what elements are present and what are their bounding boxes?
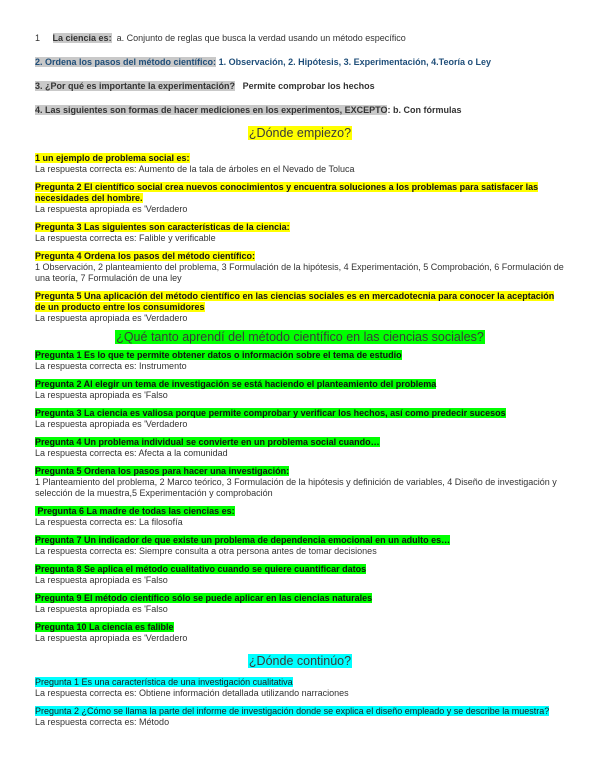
intro-item-1 [35,33,565,44]
answer-text: La respuesta apropiada es 'Verdadero [35,313,188,323]
answer-text: La respuesta correcta es: Instrumento [35,361,187,371]
answer-text: 1 Planteamiento del problema, 2 Marco teórico, 3 Formulación de la hipótesis y definición de variables, 4 Diseño de investigación y selección de la muestra,5 Experimentación y comprobación [35,477,557,498]
intro-label: 3. ¿Por qué es importante la experimentación? [35,81,236,91]
intro-item-3 [35,81,565,92]
intro-item-2 [35,57,565,68]
question-item [35,564,565,586]
answer-text: La respuesta apropiada es 'Falso [35,390,168,400]
answer-text: La respuesta apropiada es 'Verdadero [35,204,188,214]
question-text: Pregunta 4 Un problema individual se convierte en un problema social cuando… [35,437,380,447]
answer-text: La respuesta correcta es: Siempre consulta a otra persona antes de tomar decisiones [35,546,377,556]
question-text: Pregunta 2 Al elegir un tema de investigación se está haciendo el planteamiento del problema [35,379,437,389]
section-title-donde-empiezo [35,126,565,141]
question-item [35,379,565,401]
question-text: Pregunta 5 Ordena los pasos para hacer una investigación: [35,466,290,476]
answer-text: 1 Observación, 2 planteamiento del problema, 3 Formulación de la hipótesis, 4 Experimentación, 5 Comprobación, 6 Formulación de una teoría, 7 Formulación de una ley [35,262,564,283]
question-text: Pregunta 10 La ciencia es falible [35,622,174,632]
answer-text: La respuesta correcta es: Falible y verificable [35,233,216,243]
question-item [35,437,565,459]
document-content [35,33,565,735]
question-text: Pregunta 6 La madre de todas las ciencias es: [35,506,235,516]
question-item [35,706,565,728]
answer-text: La respuesta correcta es: Aumento de la tala de árboles en el Nevado de Toluca [35,164,355,174]
question-text: Pregunta 3 La ciencia es valiosa porque permite comprobar y verificar los hechos, así como predecir sucesos [35,408,506,418]
question-item [35,222,565,244]
answer-text: La respuesta apropiada es 'Falso [35,575,168,585]
section-title-que-tanto-aprendi [35,330,565,345]
answer-text: La respuesta apropiada es 'Verdadero [35,419,188,429]
answer-text: La respuesta correcta es: Método [35,717,170,727]
intro-answer: : b. Con fórmulas [387,105,462,115]
question-text: Pregunta 8 Se aplica el método cualitativo cuando se quiere cuantificar datos [35,564,367,574]
question-text: Pregunta 9 El método científico sólo se puede aplicar en las ciencias naturales [35,593,373,603]
question-item [35,466,565,499]
intro-answer: a. Conjunto de reglas que busca la verdad usando un método específico [116,33,406,43]
intro-label: La ciencia es: [52,33,112,43]
intro-item-4 [35,105,565,116]
intro-answer: 1. Observación, 2. Hipótesis, 3. Experimentación, 4.Teoría o Ley [218,57,491,67]
question-item [35,408,565,430]
answer-text: La respuesta apropiada es 'Verdadero [35,633,188,643]
question-item [35,350,565,372]
section-title-donde-continuo [35,654,565,669]
question-item [35,251,565,284]
question-text: Pregunta 1 Es lo que te permite obtener datos o información sobre el tema de estudio [35,350,402,360]
question-text: 1 un ejemplo de problema social es: [35,153,190,163]
question-item [35,535,565,557]
answer-text: La respuesta correcta es: La filosofía [35,517,183,527]
answer-text: La respuesta correcta es: Obtiene información detallada utilizando narraciones [35,688,349,698]
question-item [35,622,565,644]
intro-answer: Permite comprobar los hechos [242,81,375,91]
intro-label: 4. Las siguientes son formas de hacer mediciones en los experimentos, EXCEPTO [35,105,388,115]
question-text: Pregunta 1 Es una característica de una investigación cualitativa [35,677,293,687]
question-text: Pregunta 4 Ordena los pasos del método científico: [35,251,256,261]
question-text: Pregunta 3 Las siguientes son características de la ciencia: [35,222,290,232]
section-title-text: ¿Dónde empiezo? [248,126,352,140]
question-item [35,677,565,699]
question-text: Pregunta 5 Una aplicación del método científico en las ciencias sociales es en mercadotecnia para conocer la aceptación de un producto entre los consumidores [35,291,555,312]
question-item [35,182,565,215]
question-item [35,291,565,324]
question-text: Pregunta 7 Un indicador de que existe un problema de dependencia emocional en un adulto es… [35,535,451,545]
question-text: Pregunta 2 El científico social crea nuevos conocimientos y encuentra soluciones a los problemas para satisfacer las necesidades del hombre. [35,182,539,203]
intro-number: 1 [35,33,41,43]
question-item [35,153,565,175]
answer-text: La respuesta correcta es: Afecta a la comunidad [35,448,228,458]
intro-label: 2. Ordena los pasos del método científico: [35,57,217,67]
answer-text: La respuesta apropiada es 'Falso [35,604,168,614]
question-text: Pregunta 2 ¿Cómo se llama la parte del informe de investigación donde se explica el diseño empleado y se describe la muestra? [35,706,550,716]
section-title-text: ¿Dónde continúo? [248,654,352,668]
question-item [35,506,565,528]
section-title-text: ¿Qué tanto aprendí del método científico en las ciencias sociales? [116,330,484,344]
question-item [35,593,565,615]
